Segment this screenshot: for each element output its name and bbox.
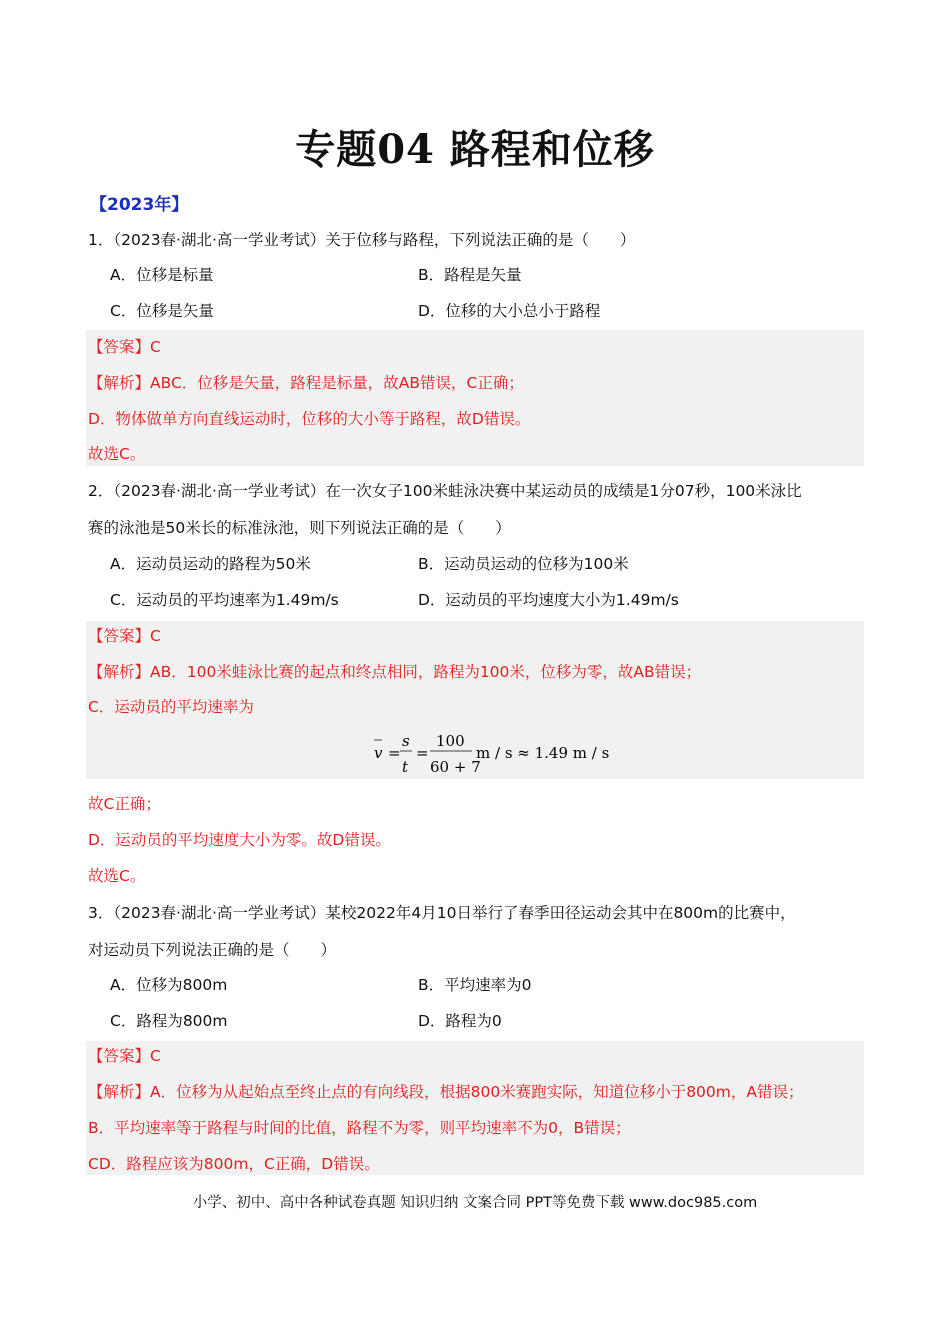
q2-answer: 【答案】C bbox=[88, 627, 161, 645]
page-footer: 小学、初中、高中各种试卷真题 知识归纳 文案合同 PPT等免费下载 www.doc985.com bbox=[192, 1195, 758, 1211]
q3-stem-1: 3．（2023春·湖北·高一学业考试）某校2022年4月10日举行了春季田径运动会其中在800m的比赛中， bbox=[88, 904, 796, 922]
q2-analysis-2: C．运动员的平均速率为 bbox=[88, 698, 254, 716]
q2-stem-1: 2．（2023春·湖北·高一学业考试）在一次女子100米蛙泳决赛中某运动员的成绩是1分07秒，100米泳比 bbox=[88, 482, 802, 500]
q2-analysis-5: 故选C。 bbox=[88, 867, 146, 885]
q3-option-c: C．路程为800m bbox=[110, 1012, 228, 1030]
q3-analysis-3: CD．路程应该为800m，C正确，D错误。 bbox=[88, 1155, 380, 1173]
formula-denominator: 60 + 7 bbox=[430, 758, 481, 776]
q1-answer: 【答案】C bbox=[88, 338, 161, 356]
q3-option-a: A．位移为800m bbox=[110, 976, 228, 994]
q2-option-c: C．运动员的平均速率为1.49m/s bbox=[110, 591, 339, 609]
q2-option-a: A．运动员运动的路程为50米 bbox=[110, 555, 311, 573]
year-heading: 【2023年】 bbox=[90, 195, 189, 215]
q2-analysis-3: 故C正确； bbox=[88, 795, 161, 813]
q2-option-d: D．运动员的平均速度大小为1.49m/s bbox=[418, 591, 679, 609]
formula-result: m / s ≈ 1.49 m / s bbox=[476, 744, 610, 762]
velocity-formula bbox=[372, 728, 612, 778]
q1-analysis-3: 故选C。 bbox=[88, 445, 146, 463]
q3-stem-2: 对运动员下列说法正确的是（ ） bbox=[88, 941, 337, 959]
formula-eq-2: = bbox=[416, 744, 429, 762]
formula-v: v bbox=[374, 744, 383, 762]
q1-option-c: C．位移是矢量 bbox=[110, 302, 214, 320]
formula-numerator: 100 bbox=[436, 732, 465, 750]
q1-answer-box bbox=[86, 330, 864, 466]
formula-t: t bbox=[402, 758, 409, 776]
q1-analysis-2: D．物体做单方向直线运动时，位移的大小等于路程，故D错误。 bbox=[88, 410, 531, 428]
q1-stem: 1．（2023春·湖北·高一学业考试）关于位移与路程，下列说法正确的是（ ） bbox=[88, 231, 636, 249]
q3-answer: 【答案】C bbox=[88, 1047, 161, 1065]
page-title: 专题04 路程和位移 bbox=[295, 126, 655, 173]
q1-option-a: A．位移是标量 bbox=[110, 266, 214, 284]
q1-option-b: B．路程是矢量 bbox=[418, 266, 522, 284]
q2-analysis-4: D．运动员的平均速度大小为零。故D错误。 bbox=[88, 831, 391, 849]
q2-analysis-1: 【解析】AB．100米蛙泳比赛的起点和终点相同，路程为100米，位移为零，故AB错误； bbox=[88, 663, 702, 681]
formula-s: s bbox=[402, 732, 410, 750]
q3-option-b: B．平均速率为0 bbox=[418, 976, 532, 994]
q2-option-b: B．运动员运动的位移为100米 bbox=[418, 555, 629, 573]
q3-option-d: D．路程为0 bbox=[418, 1012, 502, 1030]
q3-analysis-1: 【解析】A．位移为从起始点至终止点的有向线段，根据800米赛跑实际，知道位移小于800m，A错误； bbox=[88, 1083, 804, 1101]
q1-option-d: D．位移的大小总小于路程 bbox=[418, 302, 601, 320]
q3-analysis-2: B．平均速率等于路程与时间的比值，路程不为零，则平均速率不为0，B错误； bbox=[88, 1119, 631, 1137]
q2-stem-2: 赛的泳池是50米长的标准泳池，则下列说法正确的是（ ） bbox=[88, 519, 511, 537]
q1-analysis-1: 【解析】ABC．位移是矢量，路程是标量，故AB错误，C正确； bbox=[88, 374, 524, 392]
formula-eq-1: = bbox=[388, 744, 401, 762]
